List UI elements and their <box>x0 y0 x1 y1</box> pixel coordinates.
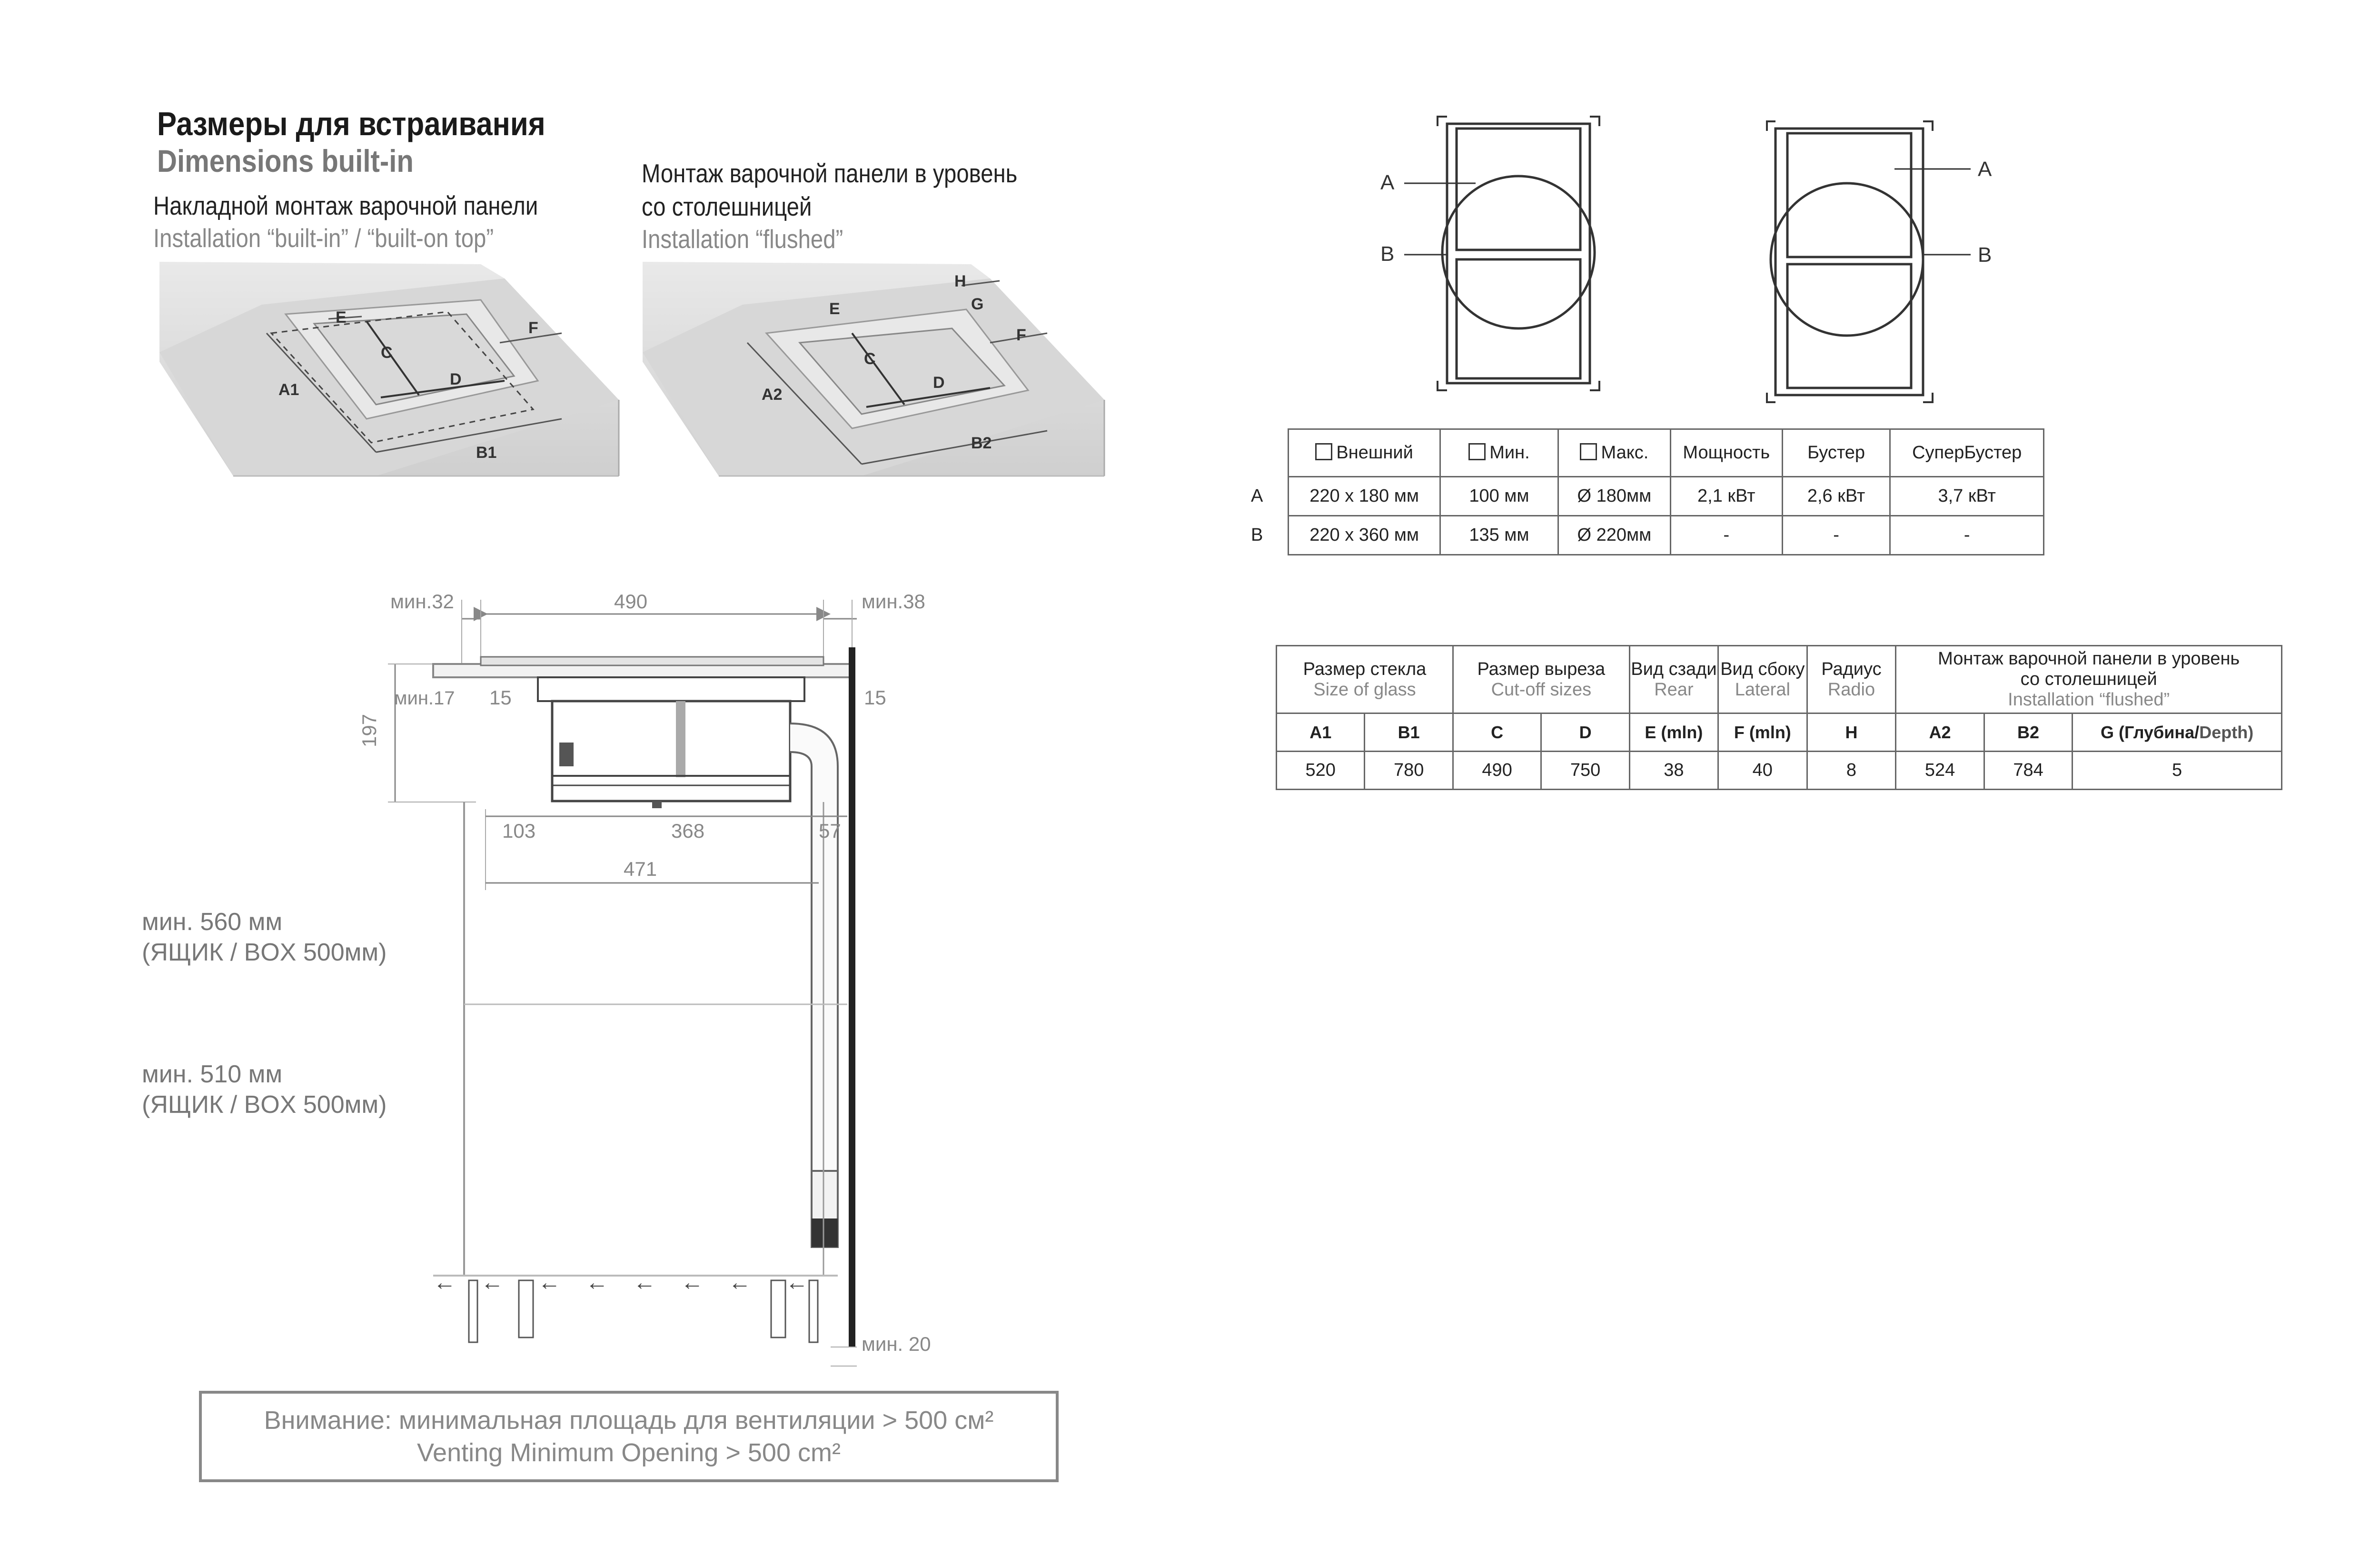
group-rear: Вид сзади Rear <box>1629 646 1718 713</box>
zones-header-power: Мощность <box>1670 429 1782 477</box>
zones-header-booster: Бустер <box>1782 429 1890 477</box>
svg-text:←: ← <box>785 1270 808 1295</box>
dim-15-right: 15 <box>864 686 886 709</box>
svg-text:←: ← <box>481 1270 504 1295</box>
label-b1: B1 <box>476 444 497 462</box>
group-lateral: Вид сбоку Lateral <box>1718 646 1807 713</box>
group-cutoff: Размер выреза Cut-off sizes <box>1453 646 1629 713</box>
zones-header-outer: Внешний <box>1289 429 1440 477</box>
min510-label: мин. 510 мм (ЯЩИК / BOX 500мм) <box>142 1060 387 1119</box>
label-e1: E <box>336 308 347 327</box>
dim-197: 197 <box>358 713 380 747</box>
dim-368: 368 <box>671 820 705 842</box>
group-glass: Размер стекла Size of glass <box>1277 646 1453 713</box>
svg-text:←: ← <box>433 1270 456 1295</box>
zone-left-label-b: B <box>1380 242 1395 266</box>
install-flushed-subtitle: Installation “flushed” <box>642 224 843 254</box>
label-g2: G <box>971 295 984 313</box>
group-flushed: Монтаж варочной панели в уровень со столешницей Installation “flushed” <box>1896 646 2282 713</box>
install-flushed-title-line2: со столешницей <box>642 192 812 221</box>
label-e2: E <box>829 300 840 318</box>
label-d1: D <box>450 370 462 388</box>
install-builtin-title: Накладной монтаж варочной панели <box>153 191 538 220</box>
label-f2: F <box>1016 326 1026 344</box>
label-a1: A1 <box>278 381 299 399</box>
dim-min38: мин.38 <box>862 590 925 613</box>
label-a2: A2 <box>762 386 783 404</box>
dim-min17: мин.17 <box>394 688 455 709</box>
page-subtitle: Dimensions built-in <box>157 143 414 178</box>
dim-471: 471 <box>624 858 657 880</box>
label-d2: D <box>933 374 945 392</box>
label-h2: H <box>954 272 966 290</box>
cabinet-section-drawing <box>388 600 857 1366</box>
zone-right-label-a: A <box>1978 158 1992 181</box>
zone-right-label-b: B <box>1978 243 1992 267</box>
dim-57: 57 <box>819 820 841 842</box>
zones-row-b: B 220 x 360 мм 135 мм Ø 220мм - - - <box>1276 516 2044 555</box>
min560-label: мин. 560 мм (ЯЩИК / BOX 500мм) <box>142 908 387 966</box>
svg-text:←: ← <box>538 1270 561 1295</box>
group-radius: Радиус Radio <box>1807 646 1896 713</box>
warning-en: Venting Minimum Opening > 500 cm² <box>417 1438 841 1467</box>
venting-warning-box <box>199 1391 1059 1482</box>
zones-header-max: Макс. <box>1558 429 1671 477</box>
dimensions-table: Размер стекла Size of glass Размер выреза Cut-off sizes Вид сзади Rear Вид сбоку Lateral Радиус Radio Монтаж варочной панели в уровень со столешницей Installation “flushed” A1 B1 C D E (mln) F (mln) H A2 B2 G (Глубина/Depth) 520 780 490 750 38 40 8 524 784 5 <box>1276 645 2282 790</box>
zones-header-superbooster: СуперБустер <box>1890 429 2044 477</box>
zones-row-a: A 220 x 180 мм 100 мм Ø 180мм 2,1 кВт 2,6 кВт 3,7 кВт <box>1276 477 2044 516</box>
warning-ru: Внимание: минимальная площадь для вентиляции > 500 см² <box>264 1406 994 1435</box>
flushed-installation-sketch <box>643 262 1104 476</box>
zone-diagram-left <box>1404 117 1599 390</box>
dim-490: 490 <box>614 590 648 613</box>
dim-103: 103 <box>502 820 536 842</box>
page-title: Размеры для встраивания <box>157 105 545 142</box>
label-b2: B2 <box>971 434 992 452</box>
label-c2: C <box>864 350 876 368</box>
install-flushed-title-line1: Монтаж варочной панели в уровень <box>642 158 1018 188</box>
label-f1: F <box>528 319 538 337</box>
dim-min32: мин.32 <box>390 590 454 613</box>
builtin-installation-sketch <box>159 262 619 476</box>
dim-15-left: 15 <box>489 686 512 709</box>
zone-left-label-a: A <box>1380 171 1395 194</box>
zone-diagram-right <box>1767 121 1971 402</box>
svg-text:←: ← <box>728 1270 751 1295</box>
svg-text:←: ← <box>633 1270 656 1295</box>
dim-min20: мин. 20 <box>862 1333 931 1355</box>
zones-header-min: Мин. <box>1440 429 1558 477</box>
zones-table <box>1251 428 2044 555</box>
label-c1: C <box>381 344 393 362</box>
dims-values-row: 520 780 490 750 38 40 8 524 784 5 <box>1277 752 2282 790</box>
svg-text:←: ← <box>681 1270 704 1295</box>
svg-text:←: ← <box>585 1270 608 1295</box>
install-builtin-subtitle: Installation “built-in” / “built-on top” <box>153 223 494 253</box>
